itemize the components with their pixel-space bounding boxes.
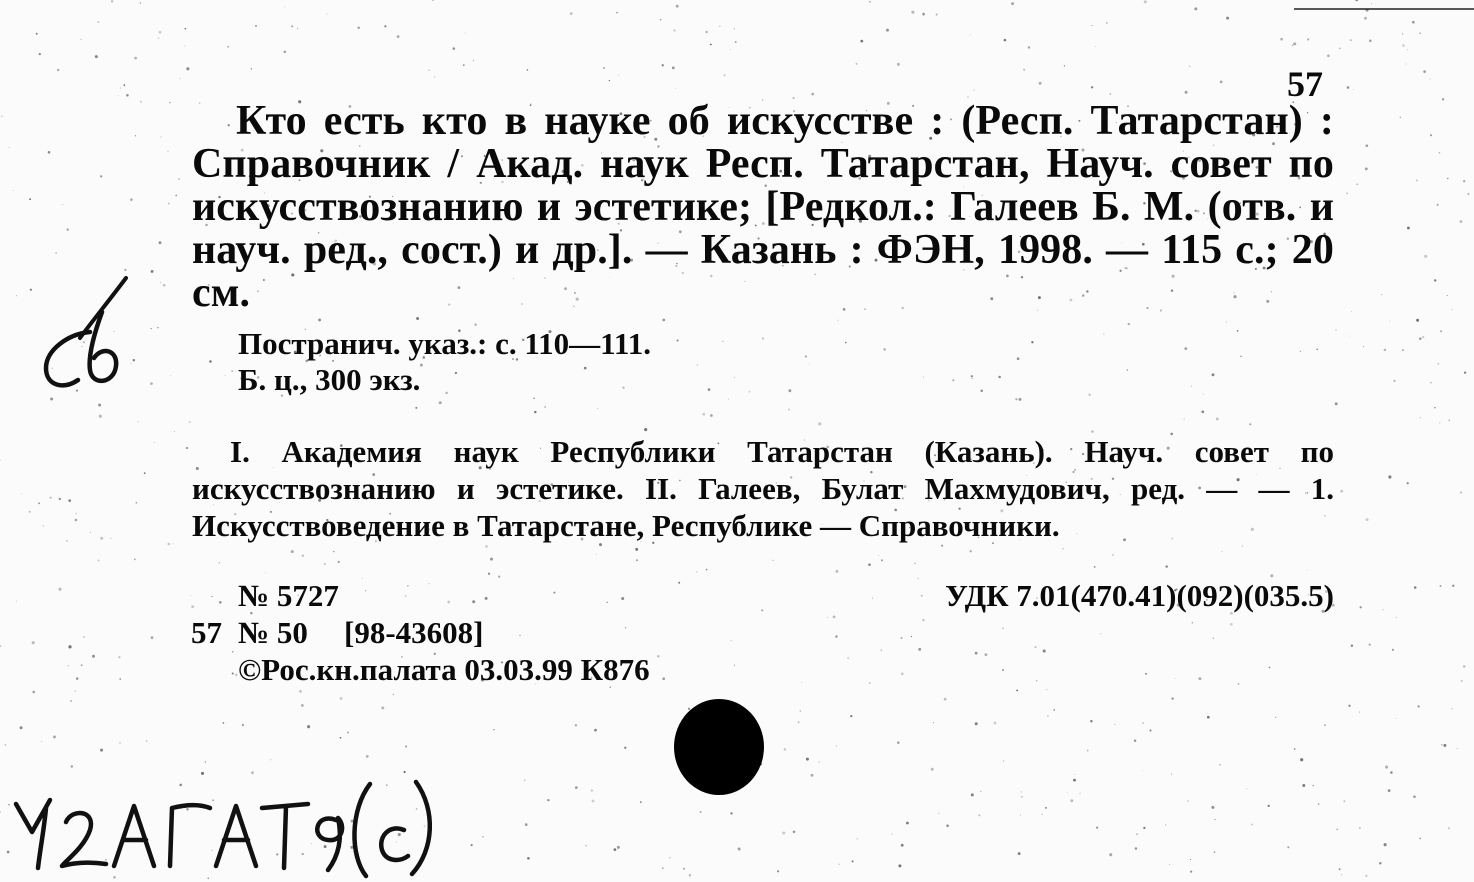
access-points: I. Академия наук Республики Татарстан (Казань). Науч. совет по искусствознанию и эстетике. II. Галеев, Булат Махмудович, ред. — — 1. Искусствоведение в Татарстане, Республике — Справочники.: [192, 434, 1334, 543]
top-edge-rule: [1294, 0, 1474, 6]
order-number: [98-43608]: [344, 615, 484, 650]
record-number: № 5727: [238, 578, 339, 613]
card-prefix: 57: [191, 615, 222, 650]
udc-code: УДК 7.01(470.41)(092)(035.5): [945, 578, 1334, 613]
bibliographic-description: Кто есть кто в науке об искусстве : (Респ. Татарстан) : Справочник / Акад. наук Респ. Татарстан, Науч. совет по искусствознанию и эстетике; [Редкол.: Галеев Б. М. (отв. и науч. ред., сост.) и др.]. — Казань : ФЭН, 1998. — 115 с.; 20 см.: [192, 98, 1334, 316]
copyright-line: ©Рос.кн.палата 03.03.99 К876: [238, 652, 650, 687]
pagination-note: Постранич. указ.: с. 110—111.: [238, 326, 651, 361]
bottom-edge-rule: [700, 878, 1474, 882]
handwritten-mark-icon: [28, 272, 138, 402]
price-print-run-note: Б. ц., 300 экз.: [238, 362, 421, 397]
page-number: 57: [1287, 64, 1323, 104]
punch-hole: [674, 699, 764, 795]
handwritten-shelf-mark-icon: [10, 770, 450, 880]
card-number: № 50: [238, 615, 308, 650]
